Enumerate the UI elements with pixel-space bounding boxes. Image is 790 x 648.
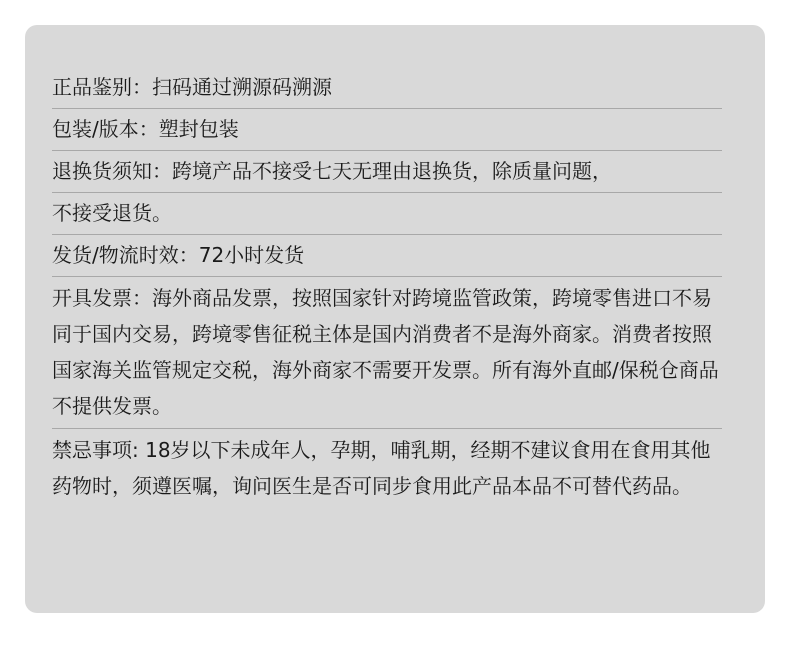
authenticity-row: 正品鉴别：扫码通过溯源码溯源 [52, 67, 722, 109]
packaging-row: 包装/版本：塑封包装 [52, 109, 722, 151]
return-policy-row: 退换货须知：跨境产品不接受七天无理由退换货，除质量问题， [52, 151, 722, 193]
contraindications-row: 禁忌事项: 18岁以下未成年人，孕期，哺乳期，经期不建议食用在食用其他药物时，须遵医嘱，询问医生是否可同步食用此产品本品不可替代药品。 [52, 438, 711, 498]
product-info-card [25, 25, 765, 613]
invoice-row: 开具发票：海外商品发票，按照国家针对跨境监管政策，跨境零售进口不易同于国内交易，跨境零售征税主体是国内消费者不是海外商家。消费者按照国家海关监管规定交税，海外商家不需要开发票。所有海外直邮/保税仓商品不提供发票。 [52, 277, 722, 429]
info-list [52, 67, 722, 508]
return-policy-continued-row: 不接受退货。 [52, 193, 722, 235]
shipping-row: 发货/物流时效：72小时发货 [52, 235, 722, 277]
